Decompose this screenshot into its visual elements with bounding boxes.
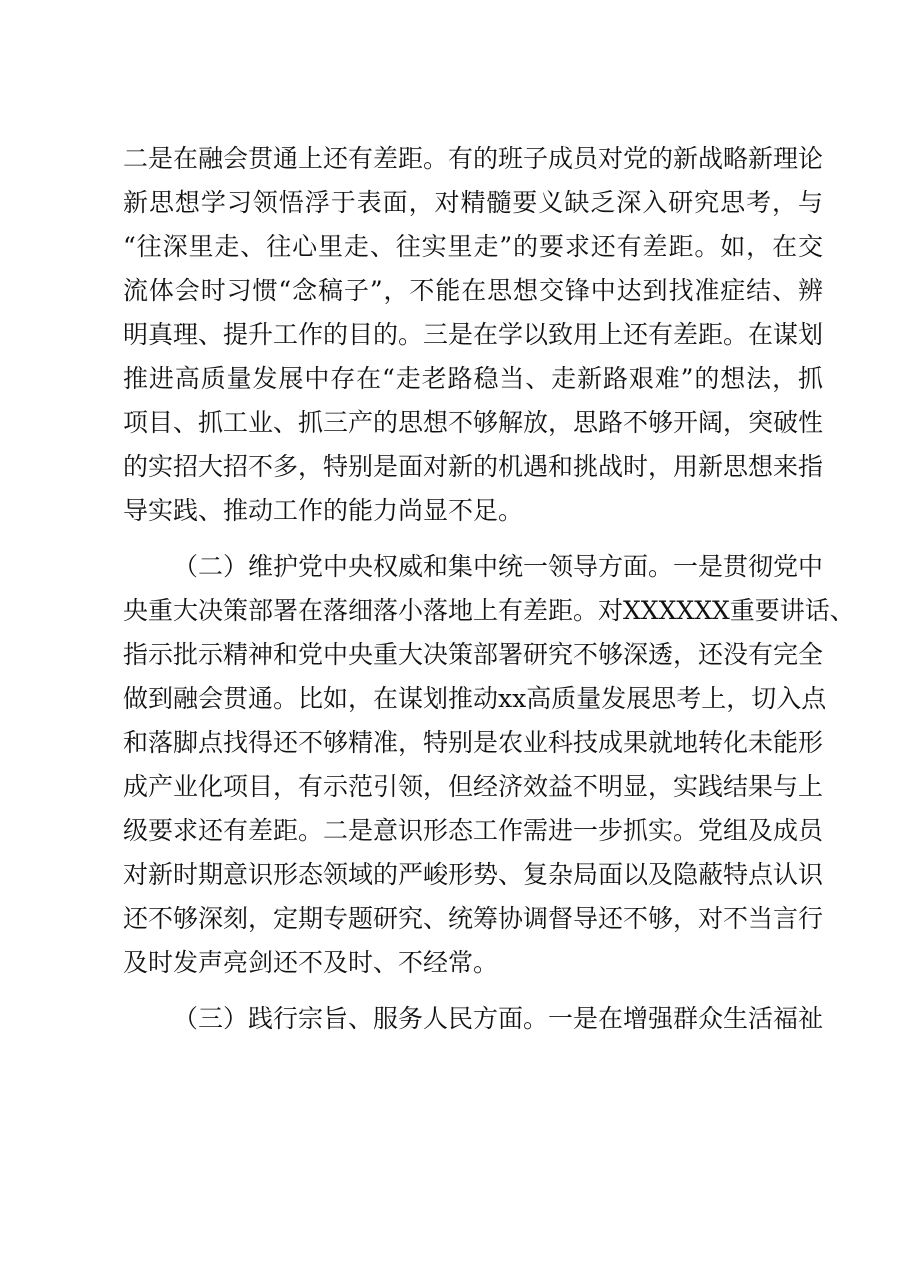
text-line: 二是在融会贯通上还有差距。有的班子成员对党的新战略新理论	[123, 144, 824, 173]
text-line: 还不够深刻，定期专题研究、统筹协调督导还不够，对不当言行	[123, 904, 824, 933]
paragraph	[123, 997, 823, 1041]
text-line: 和落脚点找得还不够精准，特别是农业科技成果就地转化未能形	[123, 728, 824, 757]
text-line: 的实招大招不多，特别是面对新的机遇和挑战时，用新思想来指	[123, 452, 824, 481]
text-line: 项目、抓工业、抓三产的思想不够解放，思路不够开阔，突破性	[123, 408, 824, 437]
text-line: 新思想学习领悟浮于表面，对精髓要义缺乏深入研究思考，与	[123, 188, 823, 217]
text-line: （三）践行宗旨、服务人民方面。一是在增强群众生活福祉	[173, 1004, 824, 1033]
text-line: （二）维护党中央权威和集中统一领导方面。一是贯彻党中	[173, 552, 824, 581]
text-line: “往深里走、往心里走、往实里走”的要求还有差距。如，在交	[123, 232, 823, 261]
text-line: 导实践、推动工作的能力尚显不足。	[123, 496, 524, 525]
text-line: 级要求还有差距。二是意识形态工作需进一步抓实。党组及成员	[123, 816, 824, 845]
text-line: 做到融会贯通。比如，在谋划推动xx高质量发展思考上，切入点	[123, 684, 827, 713]
text-line: 指示批示精神和党中央重大决策部署研究不够深透，还没有完全	[123, 640, 824, 669]
text-line: 及时发声亮剑还不及时、不经常。	[123, 948, 499, 977]
paragraph	[123, 137, 823, 533]
text-line: 央重大决策部署在落细落小落地上有差距。对XXXXXX重要讲话、	[123, 596, 855, 625]
text-line: 对新时期意识形态领域的严峻形势、复杂局面以及隐蔽特点认识	[123, 860, 824, 889]
document-body	[123, 137, 855, 1041]
text-line: 流体会时习惯“念稿子”，不能在思想交锋中达到找准症结、辨	[123, 276, 823, 305]
text-line: 推进高质量发展中存在“走老路稳当、走新路艰难”的想法，抓	[123, 364, 823, 393]
paragraph	[123, 545, 855, 985]
paragraph-spacer	[123, 985, 823, 997]
text-line: 成产业化项目，有示范引领，但经济效益不明显，实践结果与上	[123, 772, 824, 801]
paragraph-spacer	[123, 533, 823, 545]
text-line: 明真理、提升工作的目的。三是在学以致用上还有差距。在谋划	[123, 320, 824, 349]
